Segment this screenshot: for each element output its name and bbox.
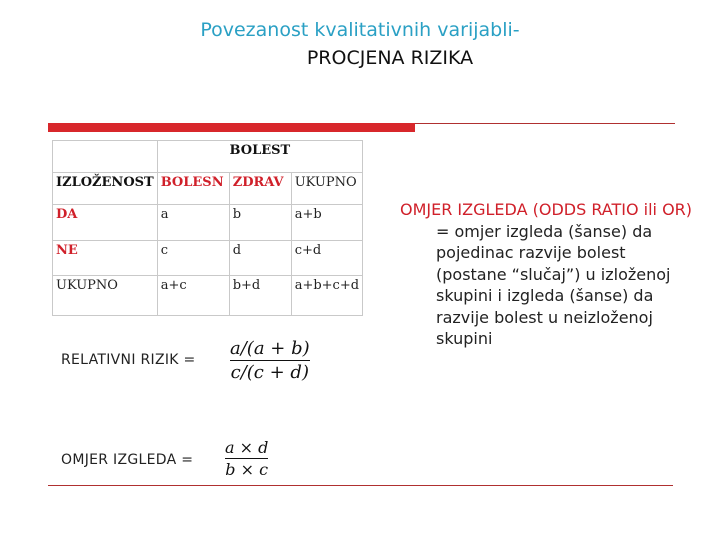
table-cell: c bbox=[157, 241, 229, 276]
title-underline-thick bbox=[48, 123, 415, 132]
title-line-2: PROCJENA RIZIKA bbox=[306, 47, 474, 69]
table-header-healthy: ZDRAV bbox=[229, 173, 291, 205]
definition-text: = omjer izgleda (šanse) da pojedinac razvije bolest (postane “slučaj”) u izloženoj skupini i izgleda (šanse) da razvije bolest u neizloženoj skupini bbox=[436, 221, 671, 348]
odds-ratio-numerator: a × d bbox=[225, 438, 269, 457]
definition-heading: OMJER IZGLEDA (ODDS RATIO ili OR) bbox=[400, 200, 693, 219]
relative-risk-formula bbox=[230, 338, 310, 383]
fraction-bar bbox=[225, 458, 268, 459]
table-cell: a+b bbox=[291, 205, 362, 241]
odds-ratio-definition bbox=[400, 199, 700, 350]
odds-ratio-label: OMJER IZGLEDA = bbox=[61, 452, 194, 468]
contingency-table bbox=[52, 140, 363, 316]
table-cell: a bbox=[157, 205, 229, 241]
table-cell: b+d bbox=[229, 276, 291, 316]
table-row bbox=[53, 205, 363, 241]
table-header-total: UKUPNO bbox=[291, 173, 362, 205]
relative-risk-label: RELATIVNI RIZIK = bbox=[61, 352, 196, 368]
odds-ratio-formula bbox=[225, 438, 268, 479]
table-cell: a+c bbox=[157, 276, 229, 316]
title-underline-thin bbox=[415, 123, 675, 124]
table-row bbox=[53, 241, 363, 276]
row-label-total: UKUPNO bbox=[53, 276, 158, 316]
table-cell: b bbox=[229, 205, 291, 241]
table-cell: a+b+c+d bbox=[291, 276, 362, 316]
table-group-header: BOLEST bbox=[157, 141, 362, 173]
slide-title bbox=[0, 16, 720, 72]
relative-risk-numerator: a/(a + b) bbox=[230, 338, 310, 359]
row-label-ne: NE bbox=[53, 241, 158, 276]
table-header-sick: BOLESN bbox=[157, 173, 229, 205]
table-cell: c+d bbox=[291, 241, 362, 276]
odds-ratio-denominator: b × c bbox=[225, 460, 269, 479]
table-corner-cell bbox=[53, 141, 158, 173]
table-header-exposure: IZLOŽENOST bbox=[53, 173, 158, 205]
table-cell: d bbox=[229, 241, 291, 276]
table-row bbox=[53, 276, 363, 316]
fraction-bar bbox=[230, 360, 310, 361]
bottom-divider bbox=[48, 485, 673, 486]
title-line-1: Povezanost kvalitativnih varijabli- bbox=[200, 19, 520, 41]
relative-risk-denominator: c/(c + d) bbox=[230, 362, 309, 383]
row-label-da: DA bbox=[53, 205, 158, 241]
